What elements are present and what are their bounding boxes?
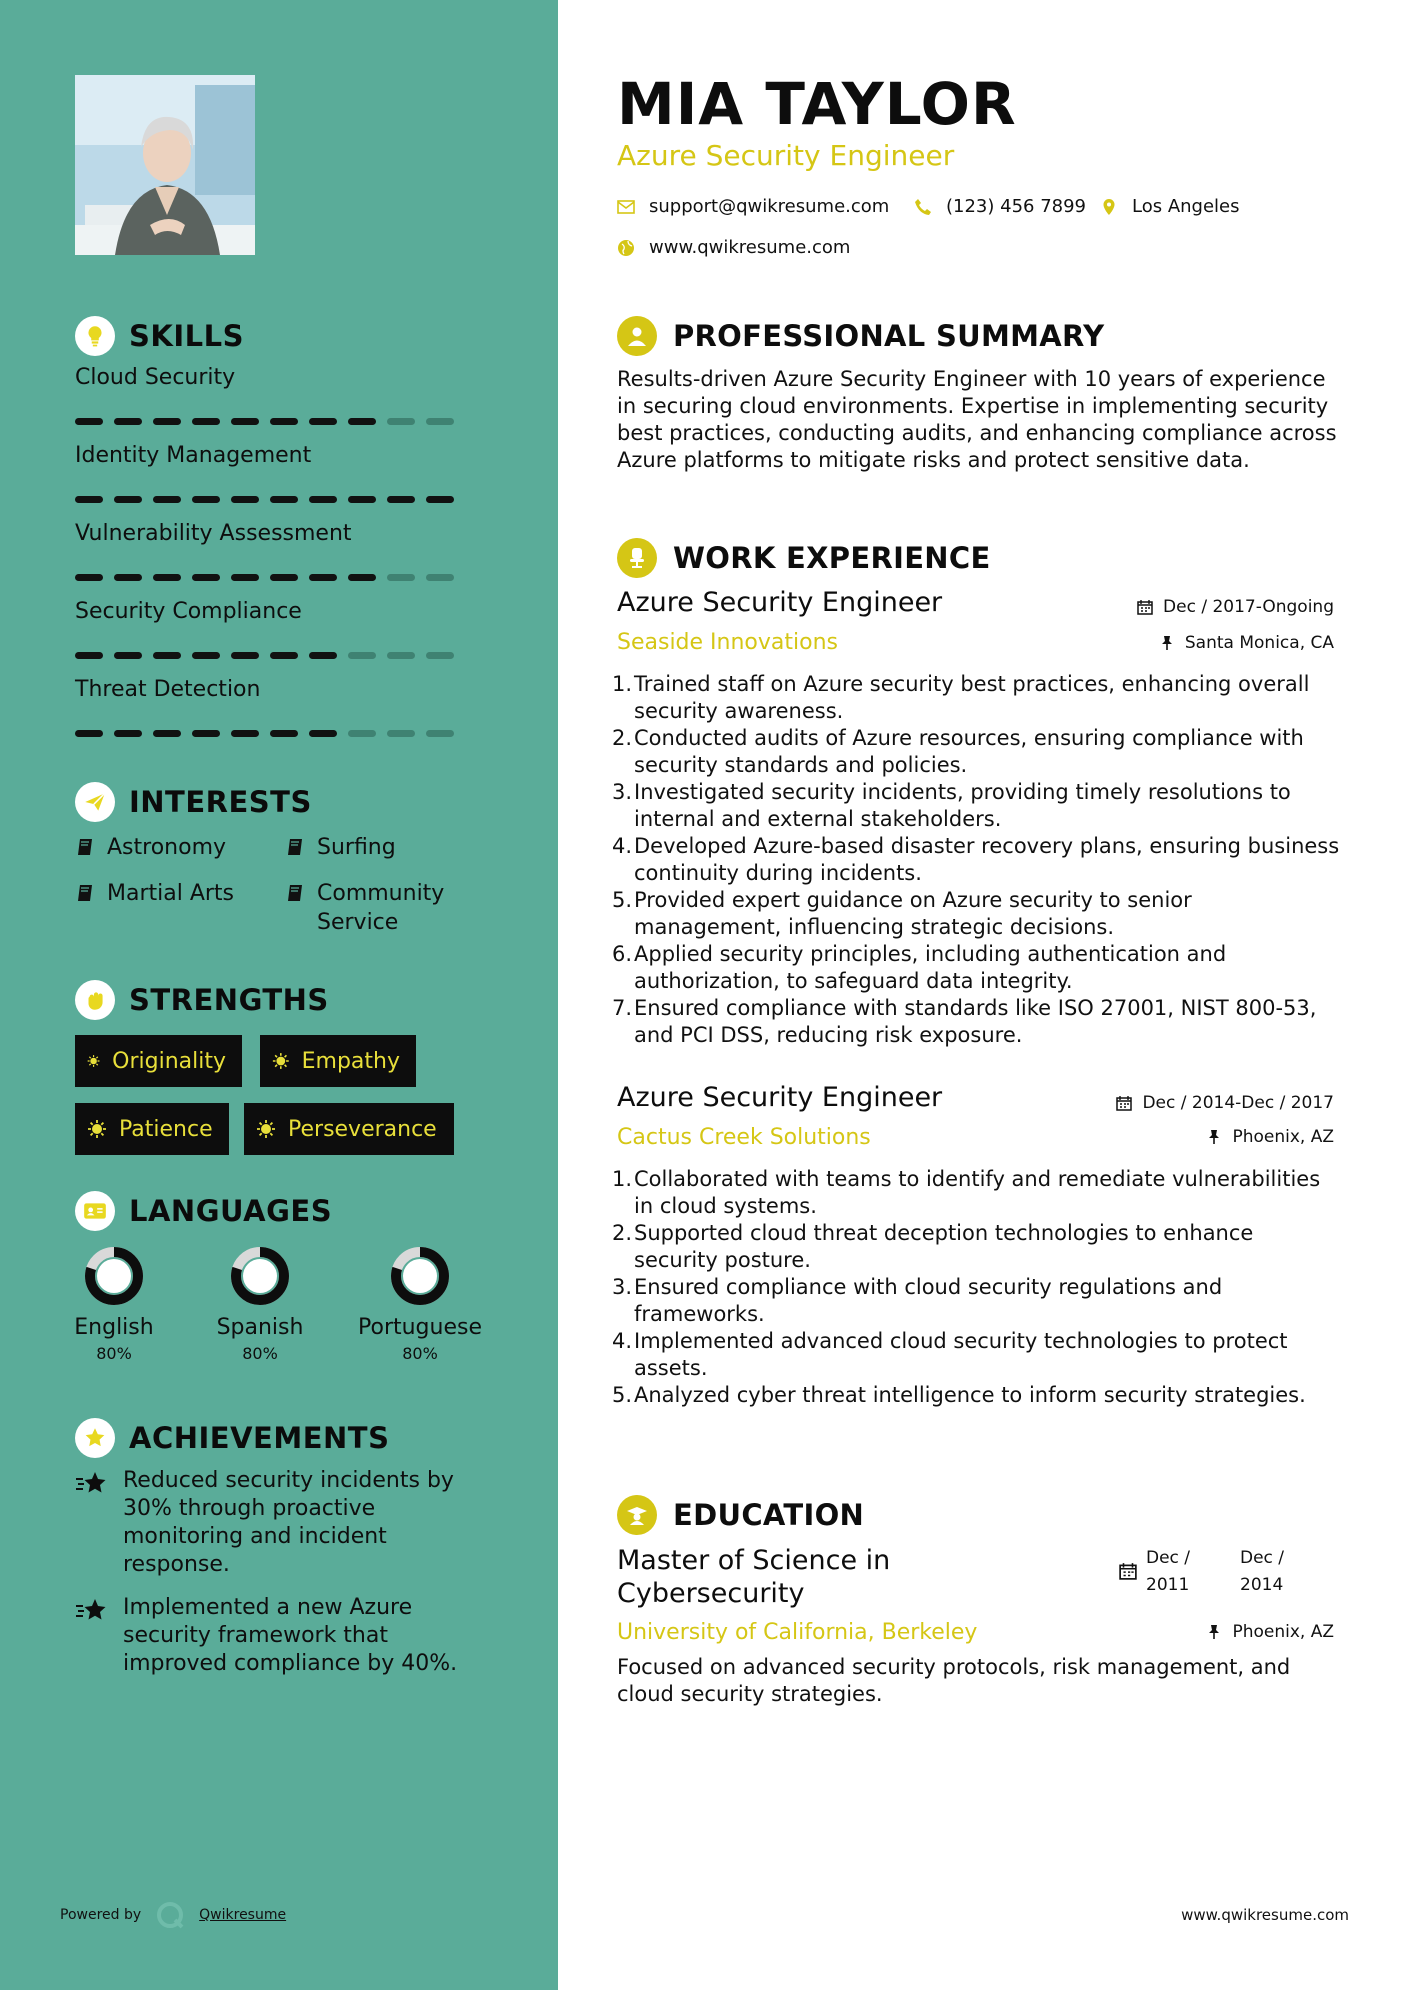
language-ring (83, 1245, 145, 1307)
skills-title: SKILLS (129, 319, 244, 353)
list-item: 4. Implemented advanced cloud security technologies to protect assets. (612, 1329, 1288, 1380)
skill-level-segment (348, 574, 376, 581)
job-company: Seaside Innovations (617, 630, 838, 655)
languages-heading (75, 1191, 332, 1231)
list-item: 2. Supported cloud threat deception technologies to enhance security posture. (612, 1221, 1254, 1272)
skill-level-segment (387, 496, 415, 503)
date-separator (1232, 1545, 1237, 1572)
list-item: 1. Trained staff on Azure security best practices, enhancing overall security awareness. (612, 672, 1310, 723)
fist-icon (75, 980, 115, 1020)
skill-level-segment (75, 652, 103, 659)
skill-level-segment (231, 652, 259, 659)
interest-item: Astronomy (75, 833, 226, 862)
skill-name: Security Compliance (75, 599, 302, 624)
job-title: Azure Security Engineer (617, 587, 943, 618)
skill-level-segment (348, 730, 376, 737)
job-location: Santa Monica, CA (1159, 633, 1334, 653)
book-icon (285, 837, 305, 857)
interest-item: Community Service (285, 879, 485, 937)
calendar-icon (1116, 1095, 1132, 1111)
skill-level-segment (270, 652, 298, 659)
graduate-icon (617, 1495, 657, 1535)
skills-heading (75, 316, 244, 356)
job-title: Azure Security Engineer (617, 1082, 943, 1113)
skill-level-segment (309, 418, 337, 425)
skill-level-segment (426, 496, 454, 503)
skill-level-bar (75, 496, 454, 503)
star-icon (75, 1596, 109, 1626)
job-company: Cactus Creek Solutions (617, 1125, 871, 1150)
paper-plane-icon (75, 782, 115, 822)
skill-level-segment (153, 418, 181, 425)
skill-level-segment (114, 496, 142, 503)
skill-level-segment (309, 730, 337, 737)
summary-title: PROFESSIONAL SUMMARY (673, 319, 1105, 353)
skill-level-bar (75, 418, 454, 425)
skill-level-segment (192, 652, 220, 659)
list-item: 7. Ensured compliance with standards like ISO 27001, NIST 800-53, and PCI DSS, reducing risk exposure. (612, 996, 1317, 1047)
list-item: 5. Provided expert guidance on Azure security to senior management, influencing strategic decisions. (612, 888, 1192, 939)
achievement-item: Implemented a new Azure security framework that improved compliance by 40%. (75, 1594, 475, 1678)
skill-level-segment (426, 418, 454, 425)
language-ring-center (97, 1259, 131, 1293)
list-item: 5. Analyzed cyber threat intelligence to inform security strategies. (612, 1383, 1306, 1407)
job-responsibilities (612, 1166, 1342, 1409)
pushpin-icon (1206, 1624, 1222, 1640)
experience-heading (617, 538, 991, 578)
skill-level-segment (426, 652, 454, 659)
education-school: University of California, Berkeley (617, 1620, 978, 1645)
skill-level-segment (231, 574, 259, 581)
skill-level-segment (387, 574, 415, 581)
phone-contact (914, 196, 1086, 217)
language-ring (389, 1245, 451, 1307)
skill-level-segment (231, 496, 259, 503)
education-end-date: Dec / 2014 (1240, 1548, 1285, 1595)
sun-icon (256, 1119, 276, 1139)
skill-level-segment (309, 652, 337, 659)
list-item: 1. Collaborated with teams to identify and remediate vulnerabilities in cloud systems. (612, 1167, 1321, 1218)
skill-level-bar (75, 730, 454, 737)
education-title: EDUCATION (673, 1498, 865, 1532)
language-item (350, 1245, 490, 1363)
strength-badge: Patience (75, 1103, 229, 1155)
email-contact (617, 196, 889, 217)
skill-level-segment (231, 418, 259, 425)
book-icon (75, 883, 95, 903)
list-item: 2. Conducted audits of Azure resources, ensuring compliance with security standards and policies. (612, 726, 1304, 777)
experience-title: WORK EXPERIENCE (673, 541, 991, 575)
email-text[interactable]: support@qwikresume.com (649, 196, 890, 217)
language-name: Spanish (216, 1315, 304, 1340)
language-percent: 80% (402, 1344, 438, 1363)
skill-level-segment (75, 418, 103, 425)
interests-title: INTERESTS (129, 785, 312, 819)
calendar-icon (1137, 599, 1153, 615)
footer-url[interactable]: www.qwikresume.com (1181, 1906, 1349, 1924)
language-percent: 80% (96, 1344, 132, 1363)
strengths-title: STRENGTHS (129, 983, 329, 1017)
strength-badge: Perseverance (244, 1103, 454, 1155)
location-contact (1100, 196, 1240, 217)
star-icon (75, 1469, 109, 1499)
skill-level-segment (114, 652, 142, 659)
skill-level-segment (348, 496, 376, 503)
language-ring (229, 1245, 291, 1307)
map-pin-icon (1100, 198, 1118, 216)
list-item: 3. Investigated security incidents, providing timely resolutions to internal and external stakeholders. (612, 780, 1291, 831)
skill-level-segment (309, 574, 337, 581)
list-item: 6. Applied security principles, including authentication and authorization, to safeguard data integrity. (612, 942, 1227, 993)
pushpin-icon (1159, 635, 1175, 651)
skill-name: Identity Management (75, 443, 312, 468)
sun-icon (87, 1119, 107, 1139)
skill-level-segment (387, 652, 415, 659)
language-name: Portuguese (358, 1315, 482, 1340)
skill-level-segment (75, 730, 103, 737)
sun-icon (272, 1051, 290, 1071)
lightbulb-icon (75, 316, 115, 356)
calendar-icon (1119, 1562, 1137, 1580)
skill-level-segment (309, 496, 337, 503)
education-start-date: Dec / 2011 (1146, 1548, 1191, 1595)
qwikresume-logo-icon (155, 1900, 185, 1930)
language-item (190, 1245, 330, 1363)
book-icon (285, 883, 305, 903)
language-ring-center (243, 1259, 277, 1293)
skill-level-segment (75, 574, 103, 581)
skill-level-bar (75, 652, 454, 659)
summary-text: Results-driven Azure Security Engineer with 10 years of experience in securing cloud environments. Expertise in implementing security best practices, conducting audits, and enhancing compliance across Azure platforms to mitigate risks and protect sensitive data. (617, 367, 1337, 472)
skill-level-segment (153, 496, 181, 503)
qwikresume-link[interactable]: Qwikresume (199, 1907, 287, 1923)
job-responsibilities (612, 671, 1342, 1049)
id-card-icon (75, 1191, 115, 1231)
sun-icon (87, 1051, 100, 1071)
achievement-item: Reduced security incidents by 30% through proactive monitoring and incident response. (75, 1467, 475, 1579)
globe-icon (617, 239, 635, 257)
strengths-heading (75, 980, 329, 1020)
website-contact (617, 237, 850, 258)
office-chair-icon (617, 538, 657, 578)
skill-level-bar (75, 574, 454, 581)
education-heading (617, 1495, 864, 1535)
phone-icon (914, 198, 932, 216)
skill-level-segment (387, 730, 415, 737)
skill-level-segment (426, 574, 454, 581)
skill-level-segment (426, 730, 454, 737)
location-text: Los Angeles (1132, 196, 1240, 217)
summary-heading (617, 316, 1104, 356)
job-dates: Dec / 2017-Ongoing (1137, 597, 1334, 617)
skill-level-segment (270, 730, 298, 737)
profile-photo (75, 75, 255, 255)
skill-level-segment (153, 652, 181, 659)
pushpin-icon (1206, 1129, 1222, 1145)
skill-level-segment (114, 730, 142, 737)
candidate-title: Azure Security Engineer (617, 139, 955, 172)
skill-level-segment (153, 730, 181, 737)
website-text[interactable]: www.qwikresume.com (649, 237, 851, 258)
skill-level-segment (192, 574, 220, 581)
list-item: 4. Developed Azure-based disaster recovery plans, ensuring business continuity during incidents. (612, 834, 1340, 885)
skill-name: Vulnerability Assessment (75, 521, 352, 546)
skill-level-segment (192, 496, 220, 503)
interest-item: Martial Arts (75, 879, 234, 908)
education-degree: Master of Science in Cybersecurity (617, 1545, 891, 1609)
skill-level-segment (387, 418, 415, 425)
interest-item: Surfing (285, 833, 396, 862)
star-medal-icon (75, 1418, 115, 1458)
skill-level-segment (270, 418, 298, 425)
job-location: Phoenix, AZ (1206, 1127, 1334, 1147)
skill-level-segment (192, 730, 220, 737)
language-percent: 80% (242, 1344, 278, 1363)
skill-level-segment (348, 418, 376, 425)
skill-level-segment (270, 496, 298, 503)
skill-level-segment (270, 574, 298, 581)
skill-level-segment (114, 418, 142, 425)
skill-name: Cloud Security (75, 365, 236, 390)
strength-badge: Originality (75, 1035, 242, 1087)
strength-badge: Empathy (260, 1035, 416, 1087)
candidate-name: MIA TAYLOR (617, 70, 1017, 138)
book-icon (75, 837, 95, 857)
skill-level-segment (153, 574, 181, 581)
achievements-heading (75, 1418, 389, 1458)
skill-level-segment (231, 730, 259, 737)
language-name: English (74, 1315, 154, 1340)
language-item (44, 1245, 184, 1363)
skill-level-segment (192, 418, 220, 425)
skill-level-segment (75, 496, 103, 503)
phone-text: (123) 456 7899 (946, 196, 1087, 217)
achievements-title: ACHIEVEMENTS (129, 1421, 390, 1455)
skill-level-segment (114, 574, 142, 581)
envelope-icon (617, 198, 635, 216)
skill-level-segment (348, 652, 376, 659)
job-dates: Dec / 2014-Dec / 2017 (1116, 1093, 1334, 1113)
languages-title: LANGUAGES (129, 1194, 333, 1228)
education-location: Phoenix, AZ (1206, 1622, 1334, 1642)
powered-by: Powered by Qwikresume (60, 1900, 286, 1930)
interests-heading (75, 782, 312, 822)
user-icon (617, 316, 657, 356)
education-description: Focused on advanced security protocols, risk management, and cloud security strategies. (617, 1655, 1291, 1706)
skill-name: Threat Detection (75, 677, 261, 702)
sidebar (0, 0, 558, 1990)
language-ring-center (403, 1259, 437, 1293)
list-item: 3. Ensured compliance with cloud security regulations and frameworks. (612, 1275, 1223, 1326)
